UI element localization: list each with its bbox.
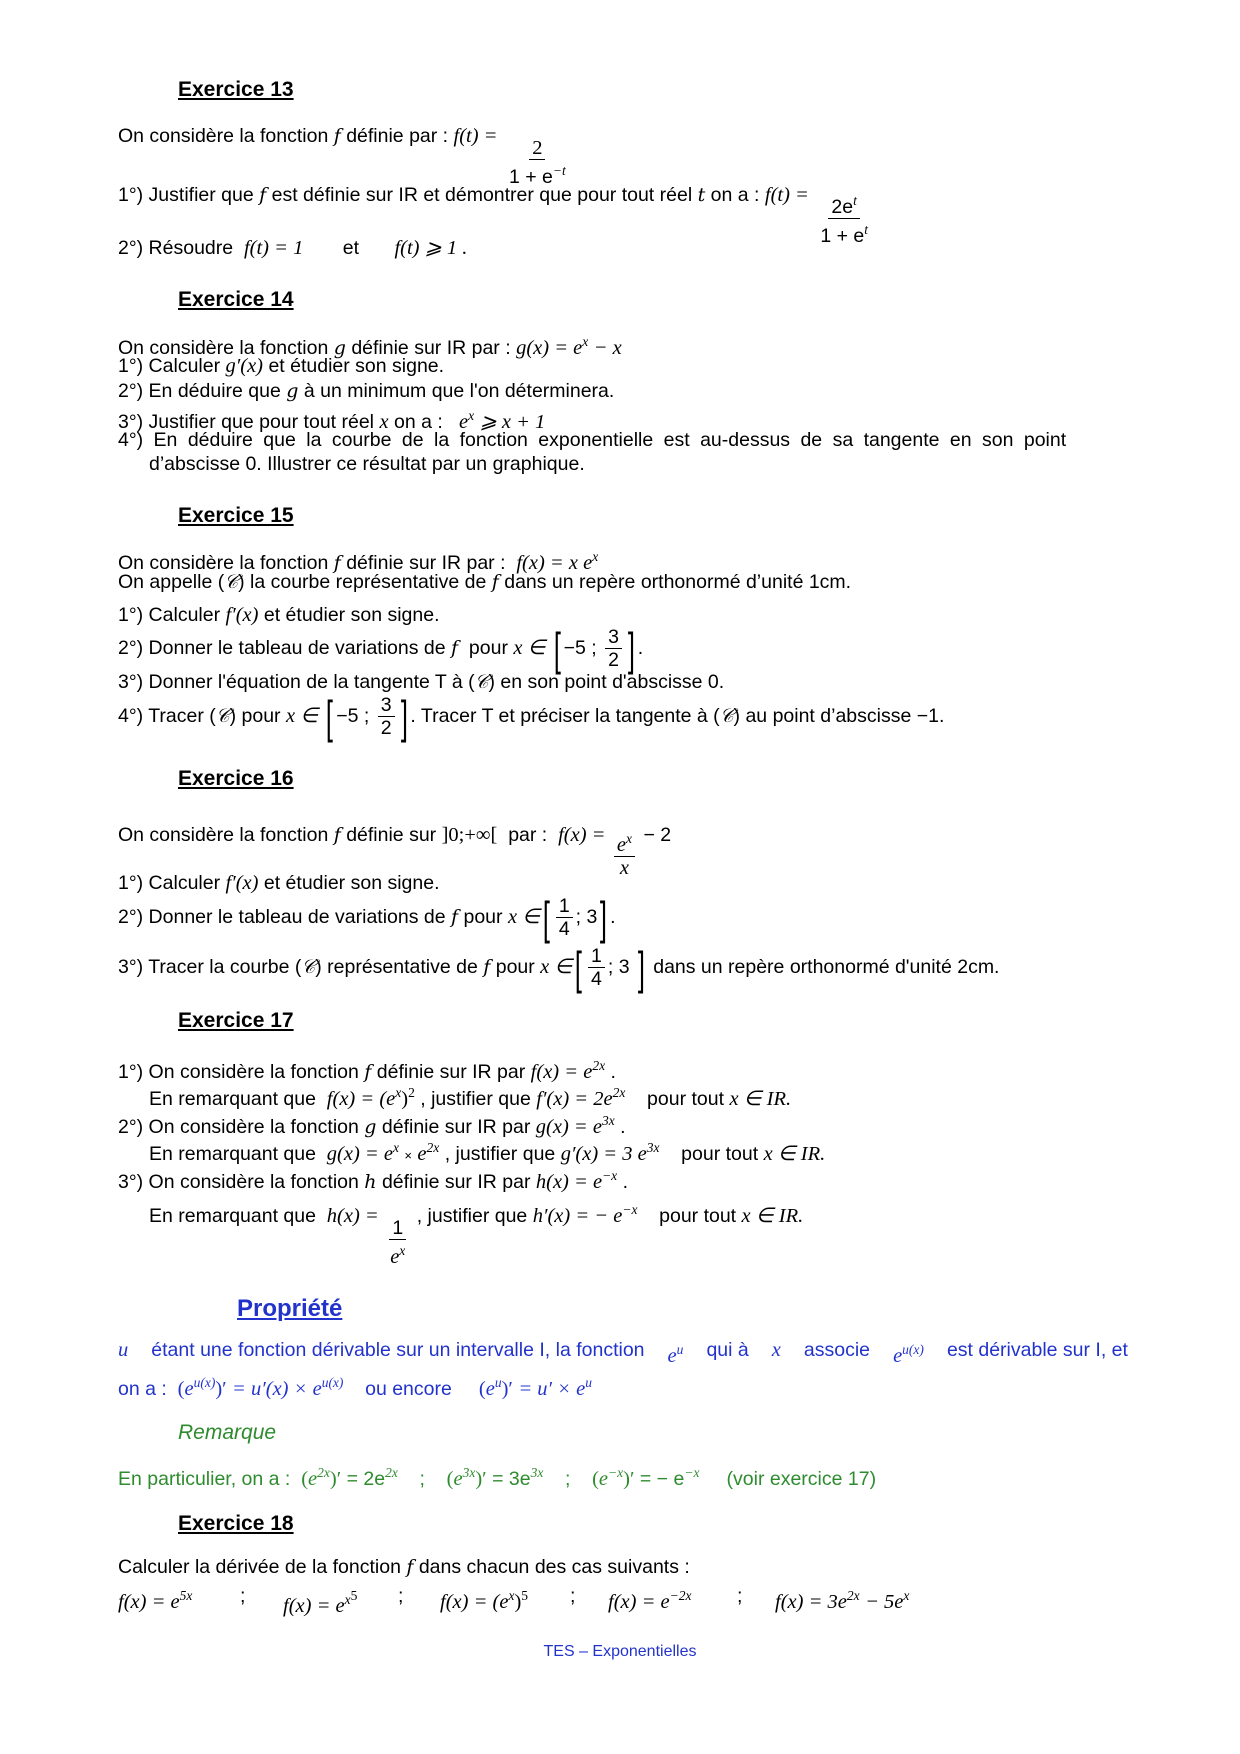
- exercise-16-title: Exercice 16: [178, 767, 294, 790]
- ex13-question-2: 2°) Résoudre f(t) = 1 et f(t) ⩾ 1 .: [118, 237, 468, 259]
- ex17-part-3: 3°) On considère la fonction h définie sur IR par $h(x) = e^{-x}$ .: [118, 1168, 629, 1193]
- ex15-question-3: 3°) Donner l'équation de la tangente T à (𝒞) en son point d'abscisse 0.: [118, 671, 725, 693]
- ex15-question-4: 4°) Tracer (𝒞) pour x ∈ [ −5 ; $\frac{3}{2}$ ] . Tracer T et préciser la tangente à (𝒞) au point d’abscisse −1.: [118, 690, 945, 743]
- ex14-question-4-cont: d’abscisse 0. Illustrer ce résultat par un graphique.: [149, 453, 585, 475]
- ex15-intro: On considère la fonction f définie sur IR par : f(x) = x $e^x$: [118, 549, 599, 574]
- ex17-part-1-hint: En remarquant que $f(x) = (e^x)^2$ , justifier que $f'(x) = 2e^{2x}$ pour tout x ∈ IR.: [149, 1085, 792, 1110]
- property-title: Propriété: [237, 1295, 343, 1322]
- ex15-question-2: 2°) Donner le tableau de variations de f pour x ∈ [ −5 ; $\frac{3}{2}$ ] .: [118, 622, 644, 675]
- page-footer: TES – Exponentielles: [543, 1643, 697, 1660]
- exercise-18-title: Exercice 18: [178, 1512, 294, 1535]
- ex13-question-1: 1°) Justifier que f est définie sur IR et démontrer que pour tout réel t on a : f(t) = $\frac{2e^t}{1 + e^t}$: [118, 184, 868, 247]
- exercise-14-title: Exercice 14: [178, 288, 294, 311]
- property-line-2: on a : $(e^{u(x)})' = u'(x) \times e^{u(x)}$ ou encore $(e^u)' = u' \times e^u$: [118, 1375, 592, 1400]
- ex17-part-2: 2°) On considère la fonction g définie sur IR par $g(x) = e^{3x}$ .: [118, 1113, 626, 1138]
- ex14-intro: On considère la fonction g définie sur IR par : $g(x) = e^x - x$: [118, 334, 622, 359]
- ex16-question-2: 2°) Donner le tableau de variations de f pour x ∈[ $\frac{1}{4}$ ; 3] .: [118, 891, 616, 944]
- worksheet-page: Exercice 13 On considère la fonction f définie par : f(t) = $\frac{2}{1 + e^{-t}}$ 1°) Justifier que f est définie sur IR et démontrer que pour tout réel t on a : f(t) = $\frac{2e^t}{1 + e^t}$ 2°) Résoudre f(t) = 1 et f(t) ⩾ 1 . Exercice 14 On considère la fonction g définie sur IR par : $g(x) = e^x - x$ 1°) Calculer g′(x) et étudier son signe. 2°) En déduire que g à un minimum que l'on déterminera. 3°) Justifier que pour tout réel x on a : $e^x$ ⩾ x + 1 4°) En déduire que la courbe de la fonction exponentielle est au-dessus de sa tangente en son point d’abscisse 0. Illustrer ce résultat par un graphique. Exercice 15 On considère la fonction f définie sur IR par : f(x) = x $e^x$ On appelle (𝒞) la courbe représentative de f dans un repère orthonormé d’unité 1cm. 1°) Calculer f′(x) et étudier son signe. 2°) Donner le tableau de variations de f pour x ∈ [ −5 ; $\frac{3}{2}$ ] . 3°) Donner l'équation de la tangente T à (𝒞) en son point d'abscisse 0. 4°) Tracer (𝒞) pour x ∈ [ −5 ; $\frac{3}{2}$ ] . Tracer T et préciser la tangente à (𝒞) au point d’abscisse −1. Exercice 16 On considère la fonction f définie sur ]0;+∞[ par : f(x) = $\frac{e^x}{x}$ − 2 1°) Calculer f′(x) et étudier son signe. 2°) Donner le tableau de variations de f pour x ∈[ $\frac{1}{4}$ ; 3] . 3°) Tracer la courbe (𝒞) représentative de f pour x ∈[ $\frac{1}{4}$ ; 3 ] dans un repère orthonormé d'unité 2cm. Exercice 17 1°) On considère la fonction f définie sur IR par $f(x) = e^{2x}$ . En remarquant que $f(x) = (e^x)^2$ , justifier que $f'(x) = 2e^{2x}$ pour tout x ∈ IR. 2°) On considère la fonction g définie sur IR par $g(x) = e^{3x}$ . En remarquant que $g(x) = e^x \times e^{2x}$ , justifier que g′(x) = 3 $e^{3x}$ pour tout x ∈ IR. 3°) On considère la fonction h définie sur IR par $h(x) = e^{-x}$ . En remarquant que h(x) = $\frac{1}{e^x}$ , justifier que h′(x) = − $e^{-x}$ pour tout x ∈ IR. Propriété u étant une fonction dérivable sur un intervalle I, la fonction $e^u$ qui à x associe $e^{u(x)}$ est dérivable sur I, et on a : $(e^{u(x)})' = u'(x) \times e^{u(x)}$ ou encore $(e^u)' = u' \times e^u$ Remarque En particulier, on a : $(e^{2x})' = 2e^{2x}$ ; $(e^{3x})' = 3e^{3x}$ ; $(e^{-x})'$ = − $e^{-x}$ (voir exercice 17) Exercice 18 Calculer la dérivée de la fonction f dans chacun des cas suivants : $f(x) = e^{5x}$ ; $f(x) = e^{x5}$ ; $f(x) = (e^x)^5$ ; $f(x) = e^{-2x}$ ; $f(x) = 3e^{2x} - 5e^x$ TES – Exponentielles: [0, 0, 1240, 1754]
- ex16-question-3: 3°) Tracer la courbe (𝒞) représentative de f pour x ∈[ $\frac{1}{4}$ ; 3 ] dans un repère orthonormé d'unité 2cm.: [118, 941, 1000, 994]
- ex14-question-1: 1°) Calculer g′(x) et étudier son signe.: [118, 355, 445, 377]
- exercise-13-title: Exercice 13: [178, 78, 294, 101]
- ex15-question-1: 1°) Calculer f′(x) et étudier son signe.: [118, 604, 440, 626]
- ex16-intro: On considère la fonction f définie sur ]0;+∞[ par : f(x) = $\frac{e^x}{x}$ − 2: [118, 824, 672, 879]
- ex17-part-2-hint: En remarquant que $g(x) = e^x \times e^{2x}$ , justifier que g′(x) = 3 $e^{3x}$ pour tout x ∈ IR.: [149, 1140, 826, 1165]
- ex14-question-2: 2°) En déduire que g à un minimum que l'on déterminera.: [118, 380, 615, 402]
- property-line-1: u étant une fonction dérivable sur un intervalle I, la fonction $e^u$ qui à x associe $e^{u(x)}$ est dérivable sur I, et: [118, 1339, 1128, 1367]
- ex17-part-1: 1°) On considère la fonction f définie sur IR par $f(x) = e^{2x}$ .: [118, 1058, 616, 1083]
- ex17-part-3-hint: En remarquant que h(x) = $\frac{1}{e^x}$ , justifier que h′(x) = − $e^{-x}$ pour tout x ∈ IR.: [149, 1202, 804, 1268]
- ex18-intro: Calculer la dérivée de la fonction f dans chacun des cas suivants :: [118, 1556, 690, 1578]
- ex14-question-4: 4°) En déduire que la courbe de la fonction exponentielle est au-dessus de sa tangente en son point: [118, 429, 1067, 451]
- ex13-intro: On considère la fonction f définie par : f(t) = $\frac{2}{1 + e^{-t}}$: [118, 125, 566, 188]
- ex14-question-3: 3°) Justifier que pour tout réel x on a : $e^x$ ⩾ x + 1: [118, 408, 546, 433]
- ex16-question-1: 1°) Calculer f′(x) et étudier son signe.: [118, 872, 440, 894]
- remark-title: Remarque: [178, 1421, 277, 1444]
- ex15-curve-def: On appelle (𝒞) la courbe représentative de f dans un repère orthonormé d’unité 1cm.: [118, 571, 852, 593]
- exercise-15-title: Exercice 15: [178, 504, 294, 527]
- exercise-17-title: Exercice 17: [178, 1009, 294, 1032]
- remark-line: En particulier, on a : $(e^{2x})' = 2e^{2x}$ ; $(e^{3x})' = 3e^{3x}$ ; $(e^{-x})'$ = − $e^{-x}$ (voir exercice 17): [118, 1465, 877, 1490]
